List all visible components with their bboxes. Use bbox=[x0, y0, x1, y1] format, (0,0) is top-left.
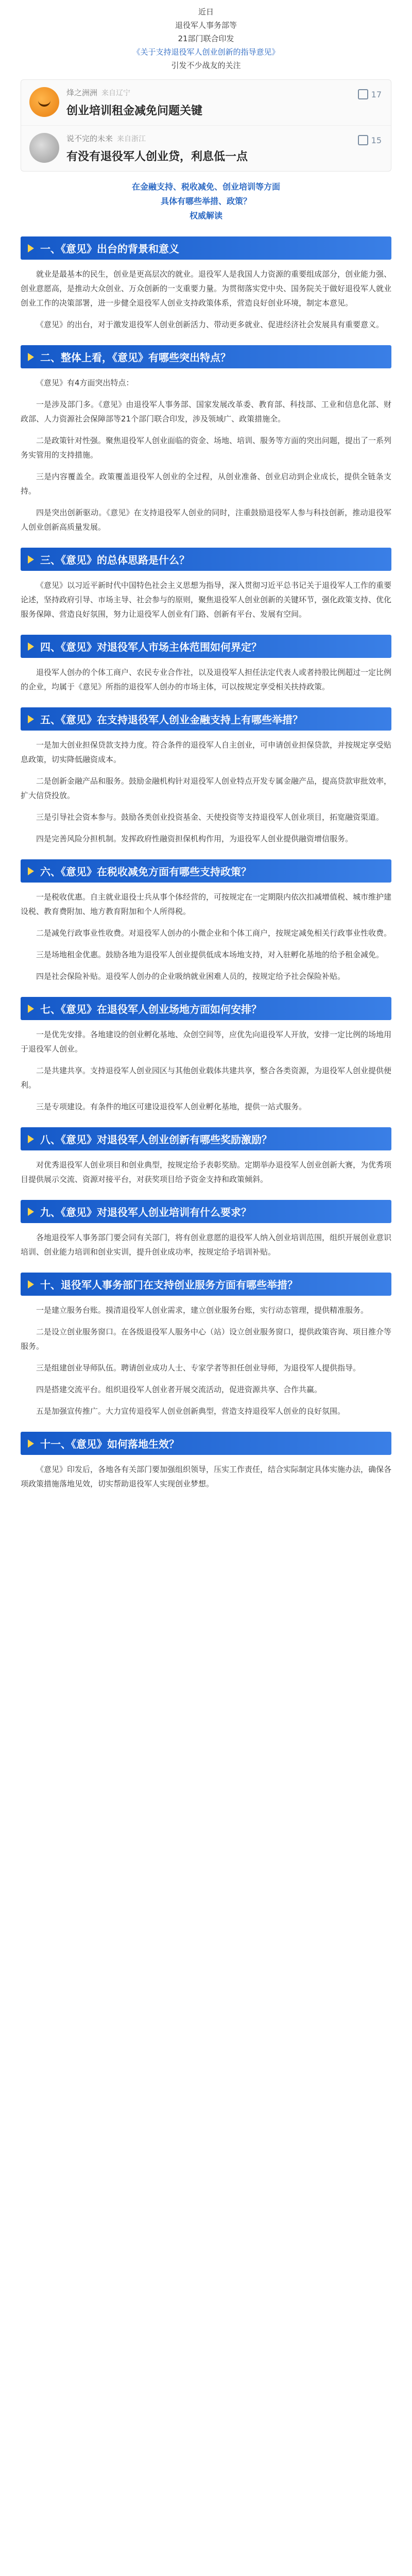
thumb-up-icon bbox=[358, 89, 368, 99]
arrow-icon bbox=[28, 715, 34, 723]
section-title: 六、《意见》在税收减免方面有哪些支持政策？ bbox=[40, 866, 251, 878]
paragraph: 三是引导社会资本参与。鼓励各类创业投资基金、天使投资等支持退役军人创业项目，拓宽融资渠道。 bbox=[36, 812, 384, 822]
section-heading bbox=[21, 548, 391, 571]
paragraph: 退役军人创办的个体工商户、农民专业合作社，以及退役军人担任法定代表人或者持股比例超过一定比例的企业，均属于《意见》所指的退役军人创办的市场主体，可以按规定享受相关扶持政策。 bbox=[21, 668, 392, 691]
section-heading bbox=[21, 707, 391, 731]
paragraph: 三是专项建设。有条件的地区可建设退役军人创业孵化基地，提供一站式服务。 bbox=[36, 1102, 307, 1111]
arrow-icon bbox=[28, 1280, 34, 1289]
paragraph: 各地退役军人事务部门要会同有关部门，将有创业意愿的退役军人纳入创业培训范围，组织开展创业意识培训、创业能力培训和创业实训，提升创业成功率，按规定给予培训补贴。 bbox=[21, 1233, 392, 1257]
comment-location: 来自浙江 bbox=[117, 135, 146, 143]
arrow-icon bbox=[28, 642, 34, 651]
article-section bbox=[21, 1127, 391, 1187]
avatar[interactable] bbox=[29, 133, 59, 163]
sections bbox=[21, 236, 391, 1491]
section-title: 九、《意见》对退役军人创业培训有什么要求？ bbox=[40, 1206, 251, 1218]
paragraph: 三是内容覆盖全。政策覆盖退役军人创业的全过程，从创业准备、创业启动到企业成长，提供全链条支持。 bbox=[21, 472, 391, 496]
arrow-icon bbox=[28, 1208, 34, 1216]
paragraph: 四是完善风险分担机制。发挥政府性融资担保机构作用，为退役军人创业提供融资增信服务。 bbox=[36, 834, 353, 843]
section-title: 五、《意见》在支持退役军人创业金融支持上有哪些举措？ bbox=[40, 714, 303, 726]
section-heading bbox=[21, 635, 391, 658]
paragraph: 一是涉及部门多。《意见》由退役军人事务部、国家发展改革委、教育部、科技部、工业和信息化部、财政部、人力资源社会保障部等21个部门联合印发，涉及领域广、政策措施全。 bbox=[21, 400, 391, 423]
section-heading bbox=[21, 1432, 391, 1455]
comment-username[interactable]: 说不完的未来 bbox=[66, 134, 113, 143]
section-title: 一、《意见》出台的背景和意义 bbox=[40, 243, 179, 255]
article-section bbox=[21, 707, 391, 846]
arrow-icon bbox=[28, 867, 34, 875]
arrow-icon bbox=[28, 1439, 34, 1448]
arrow-icon bbox=[28, 555, 34, 564]
paragraph: 一是优先安排。各地建设的创业孵化基地、众创空间等，应优先向退役军人开放，安排一定比例的场地用于退役军人创业。 bbox=[21, 1030, 392, 1054]
article-section bbox=[21, 345, 391, 534]
paragraph: 一是加大创业担保贷款支持力度。符合条件的退役军人自主创业，可申请创业担保贷款，并按规定享受贴息政策，切实降低融资成本。 bbox=[21, 740, 392, 764]
paragraph: 四是突出创新驱动。《意见》在支持退役军人创业的同时，注重鼓励退役军人参与科技创新，推动退役军人创业创新高质量发展。 bbox=[21, 508, 391, 532]
article-section bbox=[21, 1273, 391, 1418]
tagline-line: 权威解读 bbox=[189, 211, 222, 221]
tagline bbox=[21, 180, 391, 223]
arrow-icon bbox=[28, 353, 34, 361]
section-heading bbox=[21, 345, 391, 368]
intro-tail: 引发不少战友的关注 bbox=[171, 61, 241, 70]
section-title: 十、退役军人事务部门在支持创业服务方面有哪些举措？ bbox=[40, 1279, 298, 1291]
arrow-icon bbox=[28, 1005, 34, 1013]
paragraph: 二是共建共享。支持退役军人创业园区与其他创业载体共建共享，整合各类资源，为退役军人创业提供便利。 bbox=[21, 1066, 392, 1090]
article-section bbox=[21, 997, 391, 1114]
section-title: 三、《意见》的总体思路是什么？ bbox=[40, 554, 190, 566]
arrow-icon bbox=[28, 1135, 34, 1143]
section-title: 四、《意见》对退役军人市场主体范围如何界定？ bbox=[40, 641, 262, 653]
tagline-line: 具体有哪些举措、政策？ bbox=[160, 196, 251, 206]
comment-location: 来自辽宁 bbox=[101, 89, 131, 97]
avatar[interactable] bbox=[29, 87, 59, 117]
section-title: 十一、《意见》如何落地生效？ bbox=[40, 1438, 179, 1450]
article-section bbox=[21, 1432, 391, 1491]
paragraph: 一是建立服务台账。摸清退役军人创业需求，建立创业服务台账，实行动态管理，提供精准服务。 bbox=[36, 1306, 369, 1315]
paragraph: 《意见》的出台，对于激发退役军人创业创新活力、带动更多就业、促进经济社会发展具有重要意义。 bbox=[36, 320, 384, 329]
comment-username[interactable]: 烽之洲洲 bbox=[66, 88, 98, 97]
section-heading bbox=[21, 1127, 391, 1150]
paragraph: 二是设立创业服务窗口。在各级退役军人服务中心（站）设立创业服务窗口，提供政策咨询、项目推介等服务。 bbox=[21, 1327, 392, 1351]
comment-item bbox=[21, 126, 391, 171]
comment-text: 创业培训租金减免问题关键 bbox=[66, 105, 203, 117]
comment-item bbox=[21, 80, 391, 126]
comment-text: 有没有退役军人创业贷，利息低一点 bbox=[66, 150, 248, 163]
like-button[interactable] bbox=[358, 89, 382, 99]
article bbox=[10, 0, 402, 1491]
like-button[interactable] bbox=[358, 135, 382, 145]
intro-line: 近日 bbox=[198, 7, 214, 16]
paragraph: 一是税收优惠。自主就业退役士兵从事个体经营的，可按规定在一定期限内依次扣减增值税、城市维护建设税、教育费附加、地方教育附加和个人所得税。 bbox=[21, 892, 392, 916]
paragraph: 四是社会保险补贴。退役军人创办的企业吸纳就业困难人员的，按规定给予社会保险补贴。 bbox=[36, 972, 346, 981]
paragraph: 就业是最基本的民生，创业是更高层次的就业。退役军人是我国人力资源的重要组成部分，创业能力强、创业意愿高，是推动大众创业、万众创新的一支重要力量。为贯彻落实党中央、国务院关于做好退役军人就业创业工作的决策部署，进一步健全退役军人创业支持政策体系，营造良好创业环境，制定本意见。 bbox=[21, 269, 392, 308]
article-section bbox=[21, 859, 391, 984]
section-heading bbox=[21, 859, 391, 883]
paragraph: 三是场地租金优惠。鼓励各地为退役军人创业提供低成本场地支持，对入驻孵化基地的给予租金减免。 bbox=[36, 950, 384, 959]
paragraph: 四是搭建交流平台。组织退役军人创业者开展交流活动，促进资源共享、合作共赢。 bbox=[36, 1385, 322, 1394]
intro bbox=[21, 5, 391, 72]
section-title: 八、《意见》对退役军人创业创新有哪些奖励激励？ bbox=[40, 1133, 272, 1146]
article-section bbox=[21, 1200, 391, 1259]
intro-line: 21部门联合印发 bbox=[178, 34, 234, 43]
thumb-up-icon bbox=[358, 135, 368, 145]
paragraph: 对优秀退役军人创业项目和创业典型，按规定给予表彰奖励。定期举办退役军人创业创新大赛，为优秀项目提供展示交流、资源对接平台，对获奖项目给予资金支持和政策倾斜。 bbox=[21, 1160, 392, 1184]
paragraph: 二是创新金融产品和服务。鼓励金融机构针对退役军人创业特点开发专属金融产品，提高贷款审批效率，扩大信贷投放。 bbox=[21, 776, 392, 800]
section-heading bbox=[21, 997, 391, 1020]
like-count: 15 bbox=[371, 135, 382, 145]
tagline-line: 在金融支持、税收减免、创业培训等方面 bbox=[131, 182, 280, 192]
section-heading bbox=[21, 1200, 391, 1223]
section-heading bbox=[21, 1273, 391, 1296]
section-title: 二、整体上看，《意见》有哪些突出特点？ bbox=[40, 351, 231, 364]
intro-line: 退役军人事务部等 bbox=[175, 21, 237, 30]
paragraph: 五是加强宣传推广。大力宣传退役军人创业创新典型，营造支持退役军人创业的良好氛围。 bbox=[36, 1406, 346, 1416]
paragraph: 《意见》以习近平新时代中国特色社会主义思想为指导，深入贯彻习近平总书记关于退役军人工作的重要论述，坚持政府引导、市场主导、社会参与的原则，聚焦退役军人创业创新的关键环节，强化政策支持、优化服务保障、营造良好氛围，努力让退役军人创业有门路、创新有平台、发展有空间。 bbox=[21, 581, 392, 619]
paragraph: 二是政策针对性强。聚焦退役军人创业面临的资金、场地、培训、服务等方面的突出问题，提出了一系列务实管用的支持措施。 bbox=[21, 436, 392, 460]
section-title: 七、《意见》在退役军人创业场地方面如何安排？ bbox=[40, 1003, 262, 1015]
doc-title-link[interactable]: 《关于支持退役军人创业创新的指导意见》 bbox=[132, 47, 280, 57]
arrow-icon bbox=[28, 244, 34, 252]
article-section bbox=[21, 635, 391, 694]
section-heading bbox=[21, 236, 391, 260]
paragraph: 三是组建创业导师队伍。聘请创业成功人士、专家学者等担任创业导师，为退役军人提供指导。 bbox=[36, 1363, 361, 1372]
article-section bbox=[21, 236, 391, 332]
comment-list bbox=[21, 79, 391, 172]
article-section bbox=[21, 548, 391, 621]
like-count: 17 bbox=[371, 89, 382, 99]
paragraph: 《意见》印发后，各地各有关部门要加强组织领导，压实工作责任，结合实际制定具体实施办法，确保各项政策措施落地见效，切实帮助退役军人实现创业梦想。 bbox=[21, 1465, 392, 1488]
paragraph: 《意见》有4方面突出特点： bbox=[36, 378, 134, 387]
paragraph: 二是减免行政事业性收费。对退役军人创办的小微企业和个体工商户，按规定减免相关行政事业性收费。 bbox=[36, 928, 392, 938]
